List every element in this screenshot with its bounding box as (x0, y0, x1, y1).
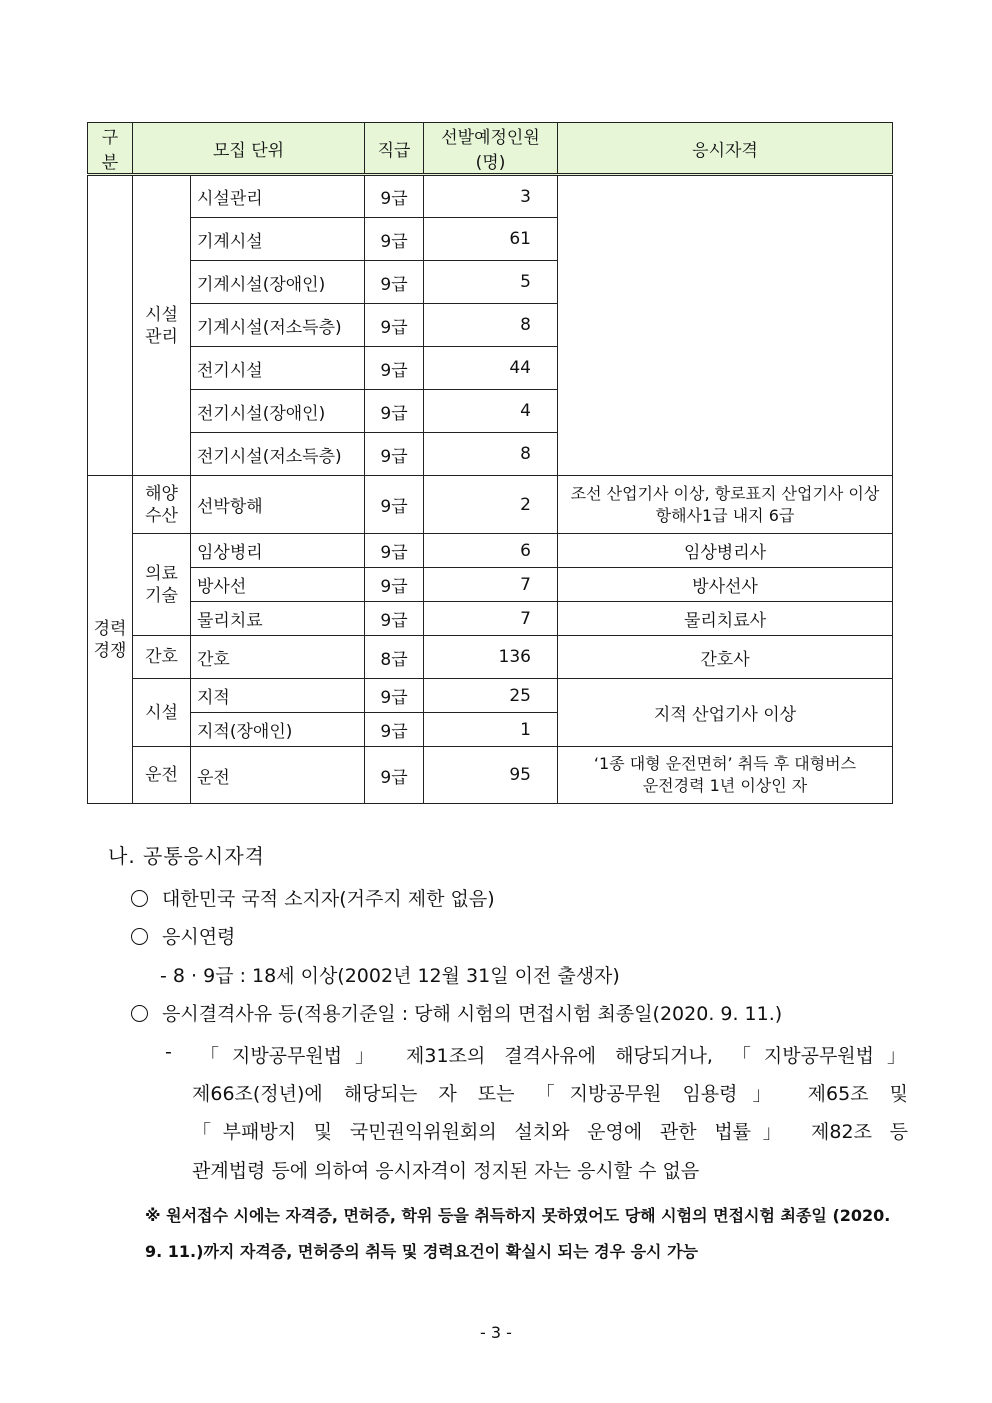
unit-cell: 운전 (191, 747, 365, 804)
grade-cell: 9급 (365, 261, 424, 304)
list-item (131, 999, 782, 1026)
table-row (88, 679, 893, 713)
grade-cell: 9급 (365, 433, 424, 476)
paragraph-line: 제66조(정년)에 해당되는 자 또는 「지방공무원 임용령」 제65조 및 (192, 1083, 908, 1105)
qualification-cell-empty (558, 175, 893, 476)
grade-cell: 8급 (365, 636, 424, 679)
paragraph-line: 「지방공무원법」 제31조의 결격사유에 해당되거나, 「지방공무원법」 (200, 1045, 906, 1067)
unit-cell: 물리치료 (191, 602, 365, 636)
unit-cell: 간호 (191, 636, 365, 679)
count-cell: 61 (424, 218, 558, 261)
category-career: 경력 경쟁 (88, 476, 133, 804)
list-item-text: 응시결격사유 등(적용기준일 : 당해 시험의 면접시험 최종일(2020. 9. 11.) (162, 1003, 783, 1025)
grade-cell: 9급 (365, 390, 424, 433)
list-item (131, 884, 495, 911)
unit-cell: 전기시설 (191, 347, 365, 390)
count-cell: 4 (424, 390, 558, 433)
qualification-cell: ‘1종 대형 운전면허’ 취득 후 대형버스 운전경력 1년 이상인 자 (558, 747, 893, 804)
qualification-cell: 간호사 (558, 636, 893, 679)
unit-cell: 선박항해 (191, 476, 365, 534)
table-row (88, 568, 893, 602)
table-row (88, 175, 893, 218)
count-cell: 7 (424, 602, 558, 636)
group-driving: 운전 (133, 747, 191, 804)
count-cell: 3 (424, 175, 558, 218)
unit-cell: 전기시설(저소득층) (191, 433, 365, 476)
unit-cell: 시설관리 (191, 175, 365, 218)
unit-cell: 기계시설(장애인) (191, 261, 365, 304)
unit-cell: 지적(장애인) (191, 713, 365, 747)
count-cell: 1 (424, 713, 558, 747)
unit-cell: 전기시설(장애인) (191, 390, 365, 433)
unit-cell: 기계시설 (191, 218, 365, 261)
grade-cell: 9급 (365, 347, 424, 390)
qualification-cell: 임상병리사 (558, 534, 893, 568)
header-count: 선발예정인원(명) (424, 123, 558, 175)
count-cell: 44 (424, 347, 558, 390)
table-row (88, 636, 893, 679)
grade-cell: 9급 (365, 747, 424, 804)
section-title: 나. 공통응시자격 (108, 844, 265, 868)
circle-bullet-icon (131, 890, 148, 907)
group-medical: 의료 기술 (133, 534, 191, 636)
header-unit: 모집 단위 (133, 123, 365, 175)
grade-cell: 9급 (365, 602, 424, 636)
table-header-row (88, 123, 893, 175)
unit-cell: 기계시설(저소득층) (191, 304, 365, 347)
unit-cell: 지적 (191, 679, 365, 713)
grade-cell: 9급 (365, 568, 424, 602)
count-cell: 25 (424, 679, 558, 713)
count-cell: 136 (424, 636, 558, 679)
count-cell: 95 (424, 747, 558, 804)
grade-cell: 9급 (365, 713, 424, 747)
grade-cell: 9급 (365, 304, 424, 347)
unit-cell: 임상병리 (191, 534, 365, 568)
paragraph-line: 관계법령 등에 의하여 응시자격이 정지된 자는 응시할 수 없음 (192, 1160, 700, 1182)
qualification-cell: 방사선사 (558, 568, 893, 602)
count-cell: 6 (424, 534, 558, 568)
paragraph-line: 「부패방지 및 국민권익위원회의 설치와 운영에 관한 법률」 제82조 등 (192, 1121, 908, 1143)
list-item-text: 대한민국 국적 소지자(거주지 제한 없음) (162, 888, 495, 910)
grade-cell: 9급 (365, 175, 424, 218)
group-marine: 해양 수산 (133, 476, 191, 534)
list-subitem: - 8 · 9급 : 18세 이상(2002년 12월 31일 이전 출생자) (160, 965, 620, 987)
list-item-text: 응시연령 (162, 926, 236, 948)
header-category: 구분 (88, 123, 133, 175)
qualification-cell: 지적 산업기사 이상 (558, 679, 893, 747)
circle-bullet-icon (131, 1005, 148, 1022)
list-item (131, 922, 235, 949)
header-grade: 직급 (365, 123, 424, 175)
grade-cell: 9급 (365, 218, 424, 261)
group-survey: 시설 (133, 679, 191, 747)
count-cell: 7 (424, 568, 558, 602)
grade-cell: 9급 (365, 679, 424, 713)
group-facility: 시설 관리 (133, 175, 191, 476)
qualification-cell: 물리치료사 (558, 602, 893, 636)
recruitment-table (87, 122, 893, 804)
category-cell-empty (88, 175, 133, 476)
notice-text: ※ 원서접수 시에는 자격증, 면허증, 학위 등을 취득하지 못하였어도 당해 시험의 면접시험 최종일 (2020. 9. 11.)까지 자격증, 면허증의 취득 및 경력요건이 확실시 되는 경우 응시 가능 (145, 1206, 891, 1261)
unit-cell: 방사선 (191, 568, 365, 602)
count-cell: 2 (424, 476, 558, 534)
table-row (88, 534, 893, 568)
circle-bullet-icon (131, 928, 148, 945)
table-row (88, 602, 893, 636)
grade-cell: 9급 (365, 534, 424, 568)
dash-bullet: - (165, 1041, 172, 1063)
header-qualification: 응시자격 (558, 123, 893, 175)
count-cell: 8 (424, 433, 558, 476)
table-row (88, 747, 893, 804)
page-number: - 3 - (480, 1323, 512, 1342)
grade-cell: 9급 (365, 476, 424, 534)
count-cell: 8 (424, 304, 558, 347)
qualification-cell: 조선 산업기사 이상, 항로표지 산업기사 이상 항해사1급 내지 6급 (558, 476, 893, 534)
group-nursing: 간호 (133, 636, 191, 679)
table-row (88, 476, 893, 534)
count-cell: 5 (424, 261, 558, 304)
